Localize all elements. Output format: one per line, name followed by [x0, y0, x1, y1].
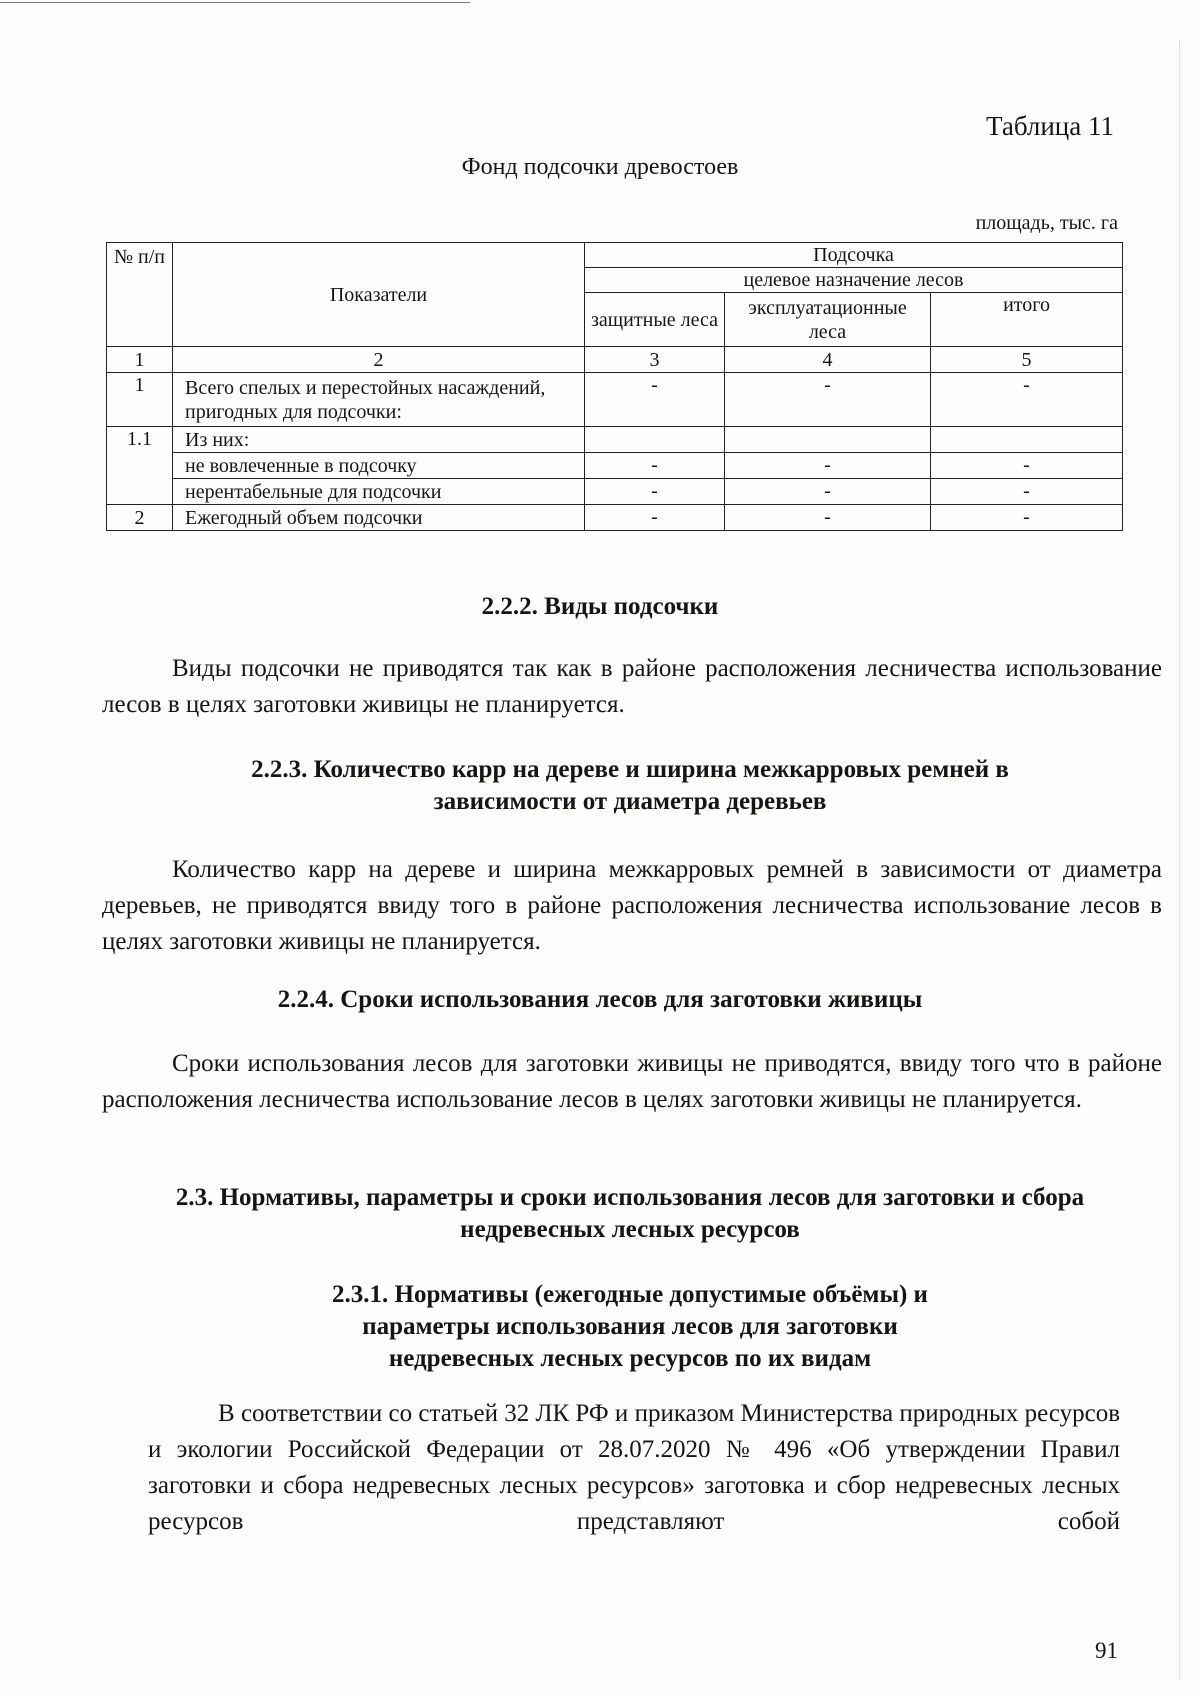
col-number: 5 — [931, 347, 1123, 373]
table-header-row — [107, 243, 1123, 268]
table-row — [107, 479, 1123, 505]
row-num: 2 — [107, 505, 173, 531]
section-heading-2-3: 2.3. Нормативы, параметры и сроки использования лесов для заготовки и сбора недревесных лесных ресурсов — [175, 1184, 1085, 1243]
table-label: Таблица 11 — [986, 111, 1114, 141]
col-number: 1 — [107, 347, 173, 373]
row-name: Из них: — [173, 427, 585, 453]
col-number: 3 — [585, 347, 725, 373]
row-value: - — [585, 453, 725, 479]
row-value — [931, 427, 1123, 453]
row-value — [585, 427, 725, 453]
header-podsochka: Подсочка — [585, 243, 1123, 268]
row-value: - — [931, 505, 1123, 531]
table-row — [107, 505, 1123, 531]
col-number: 2 — [173, 347, 585, 373]
row-value — [725, 427, 931, 453]
header-num: № п/п — [107, 243, 173, 347]
section-heading-2-2-2: 2.2.2. Виды подсочки — [481, 593, 719, 620]
section-text-2-3-1: В соответствии со статьей 32 ЛК РФ и приказом Министерства природных ресурсов и экологии Российской Федерации от 28.07.2020 № 496 «Об утверждении Правил заготовки и сбора недревесных лесных ресурсов» заготовка и сбор недревесных лесных ресурсов представляют собой — [148, 1400, 1120, 1535]
header-exploitation: эксплуатационные леса — [725, 293, 931, 347]
section-heading-2-2-4: 2.2.4. Сроки использования лесов для заготовки живицы — [277, 986, 923, 1013]
row-value: - — [931, 479, 1123, 505]
row-value: - — [585, 373, 725, 427]
row-value: - — [585, 479, 725, 505]
table-row — [107, 453, 1123, 479]
row-value: - — [585, 505, 725, 531]
page-number: 91 — [1095, 1638, 1118, 1663]
section-text-2-2-4: Сроки использования лесов для заготовки живицы не приводятся, ввиду того что в районе расположения лесничества использование лесов в целях заготовки живицы не планируется. — [102, 1050, 1162, 1113]
scan-margin-dots — [1179, 40, 1181, 1680]
table-row — [107, 427, 1123, 453]
row-value: - — [725, 479, 931, 505]
row-value: - — [725, 453, 931, 479]
row-name: Ежегодный объем подсочки — [173, 505, 585, 531]
fund-table — [106, 242, 1123, 531]
section-text-2-2-2: Виды подсочки не приводятся так как в районе расположения лесничества использование лесов в целях заготовки живицы не планируется. — [102, 655, 1162, 718]
header-total: итого — [931, 293, 1123, 347]
header-indicators: Показатели — [173, 243, 585, 347]
header-protective: защитные леса — [585, 293, 725, 347]
column-number-row — [107, 347, 1123, 373]
table-unit: площадь, тыс. га — [975, 212, 1118, 234]
row-value: - — [725, 505, 931, 531]
scan-edge-line — [0, 2, 470, 3]
table-row — [107, 373, 1123, 427]
section-text-2-2-3: Количество карр на дереве и ширина межкарровых ремней в зависимости от диаметра деревьев, не приводятся ввиду того в районе расположения лесничества использование лесов в целях заготовки живицы не планируется. — [102, 856, 1162, 955]
row-value: - — [931, 453, 1123, 479]
section-heading-2-2-3: 2.2.3. Количество карр на дереве и ширина межкарровых ремней в зависимости от диаметра деревьев — [251, 756, 1009, 815]
row-name: Всего спелых и перестойных насаждений, пригодных для подсочки: — [173, 373, 585, 427]
table-title: Фонд подсочки древостоев — [461, 154, 739, 180]
header-purpose: целевое назначение лесов — [585, 268, 1123, 293]
row-name: нерентабельные для подсочки — [173, 479, 585, 505]
row-value: - — [931, 373, 1123, 427]
row-name: не вовлеченные в подсочку — [173, 453, 585, 479]
section-heading-2-3-1: 2.3.1. Нормативы (ежегодные допустимые объёмы) и параметры использования лесов для заготовки недревесных лесных ресурсов по их видам — [332, 1281, 928, 1372]
row-value: - — [725, 373, 931, 427]
row-num: 1.1 — [107, 427, 173, 505]
col-number: 4 — [725, 347, 931, 373]
row-num: 1 — [107, 373, 173, 427]
